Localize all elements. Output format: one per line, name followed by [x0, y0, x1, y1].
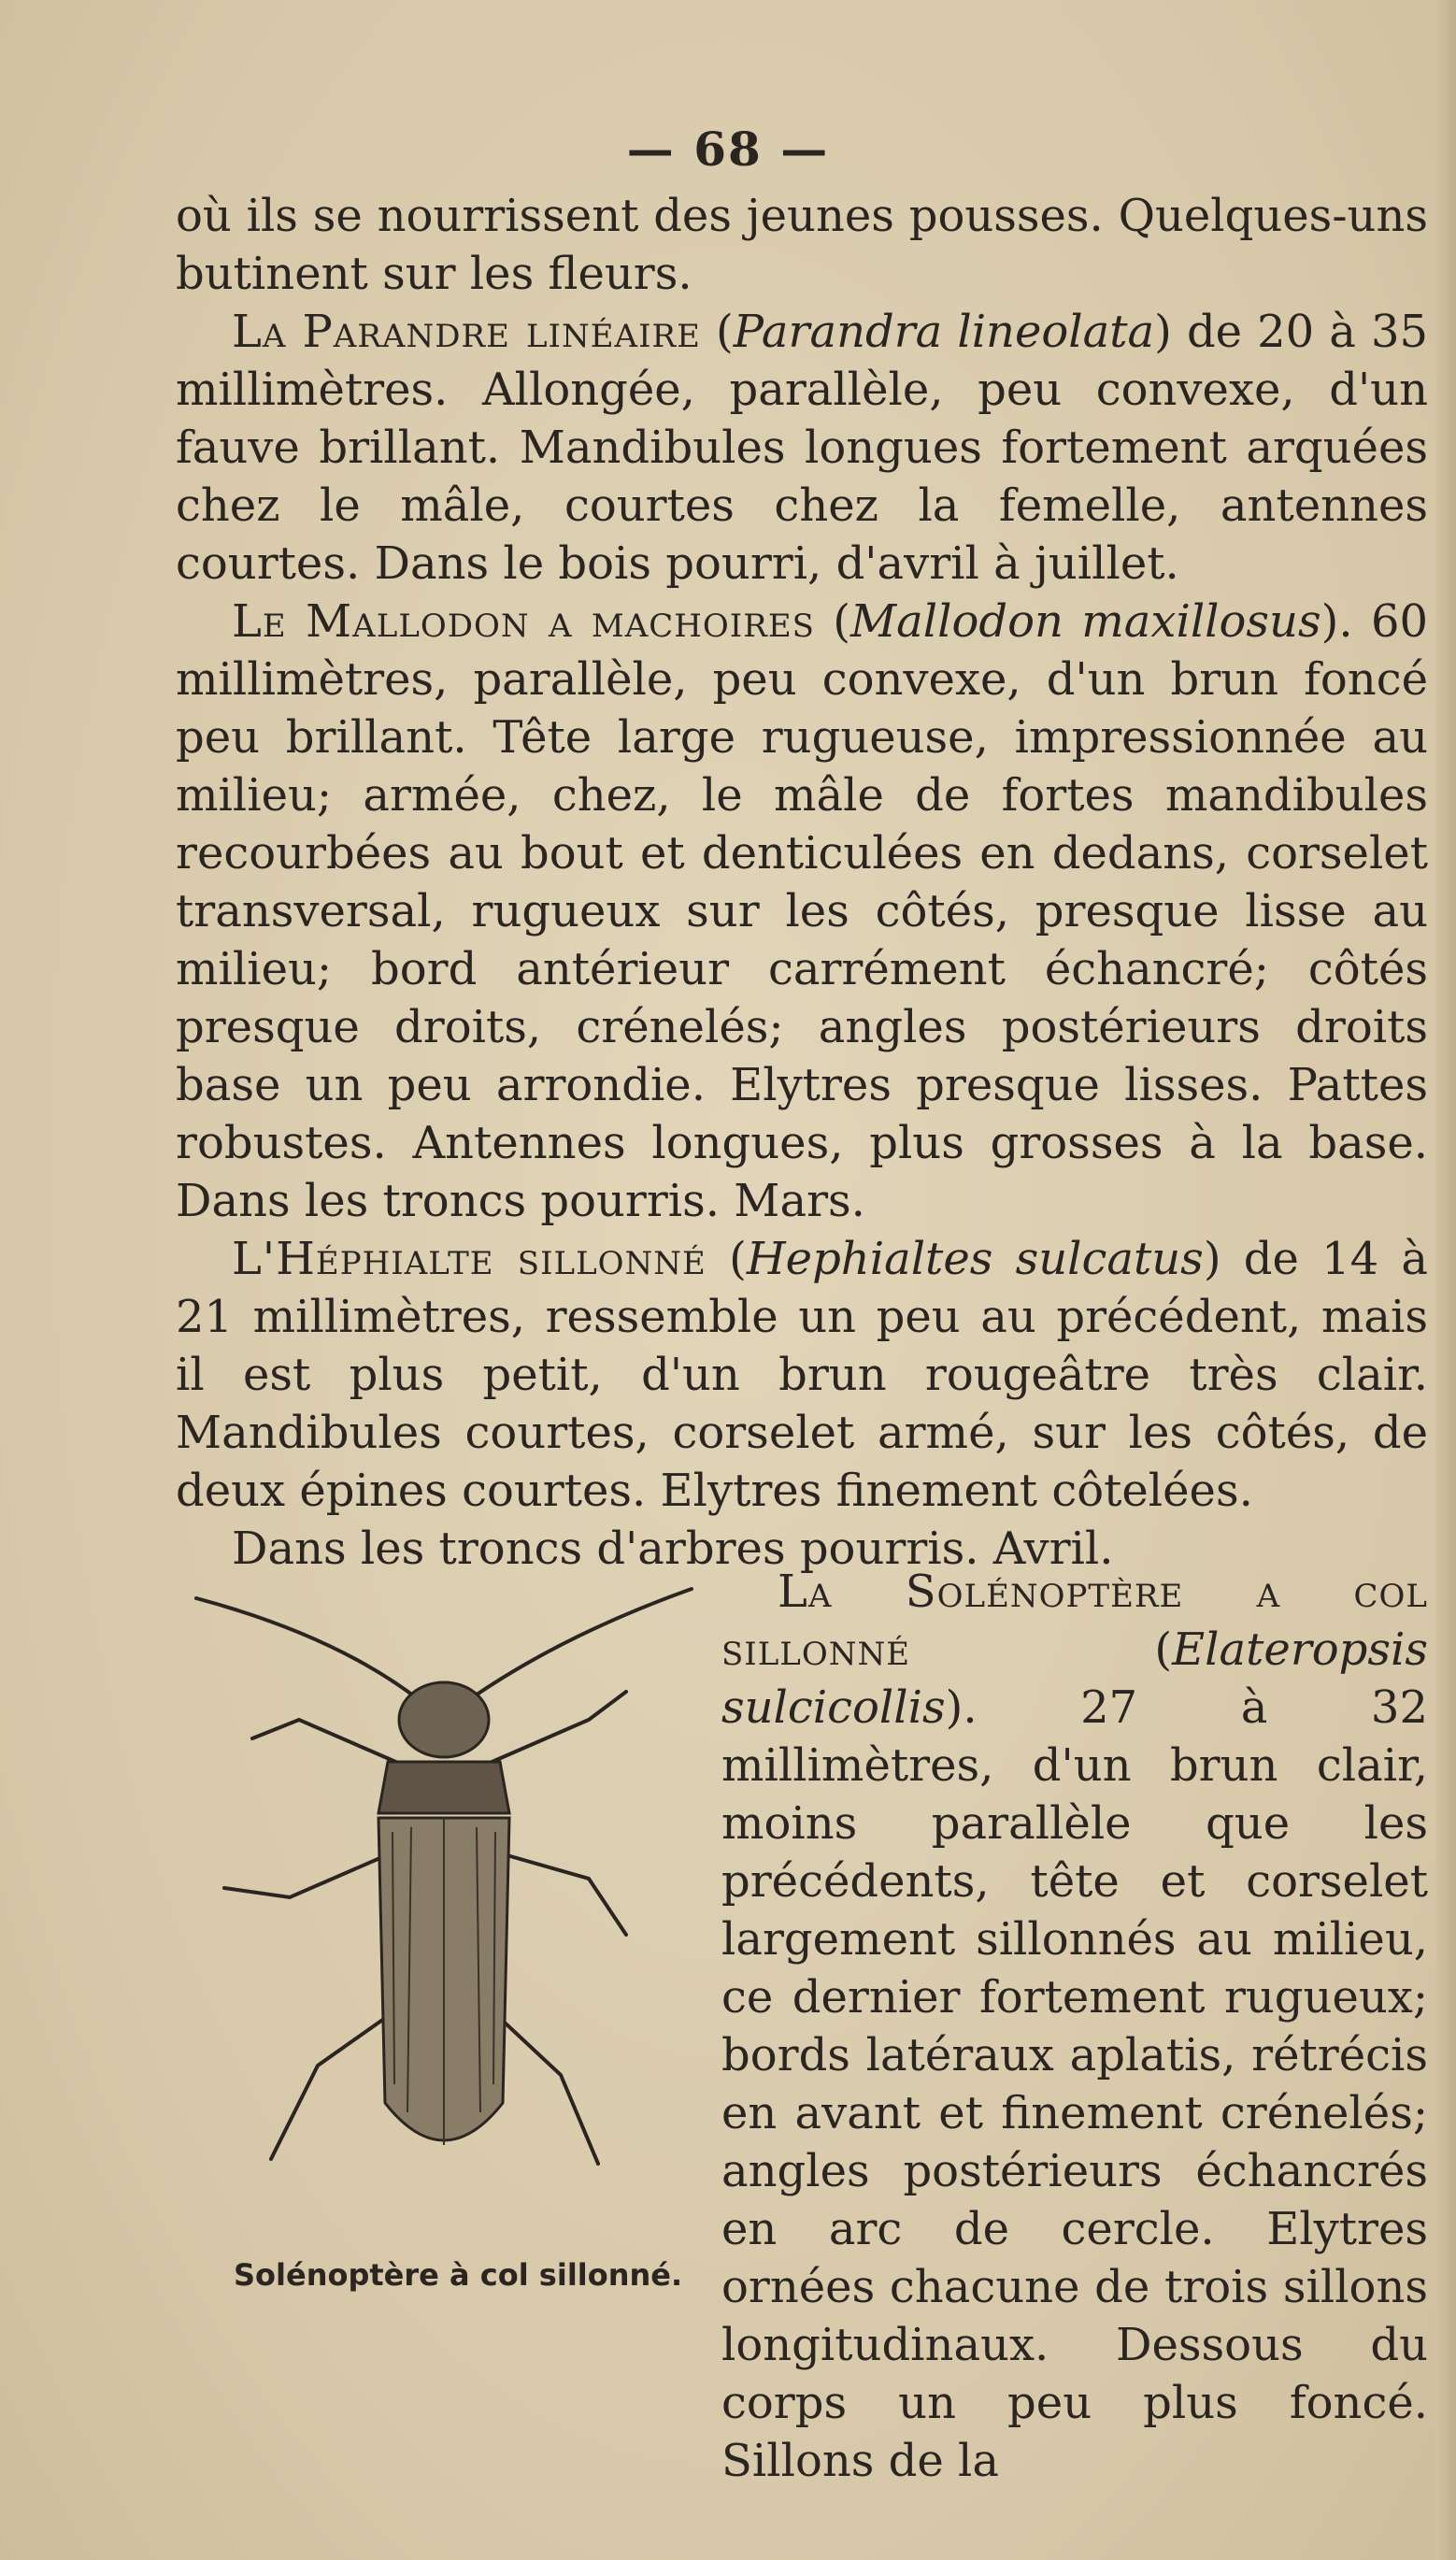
- entry-name: Le Mallodon a machoires: [232, 595, 815, 648]
- entry-hephialte-habitat: Dans les troncs d'arbres pourris. Avril.: [232, 1523, 1114, 1575]
- beetle-figure: [187, 1580, 710, 2234]
- latin-name: Hephialtes sulcatus: [746, 1233, 1204, 1285]
- entry-parandre: La Parandre linéaire (Parandra lineolata) de 20 à 35 millimètres. Allongée, parallèle, peu convexe, d'un fauve brillant. Mandibules longues fortement arquées chez le mâle, courtes chez la femelle, antennes courtes. Dans le bois pourri, d'avril à juillet.: [176, 306, 1429, 590]
- intro-paragraph: où ils se nourrissent des jeunes pousses. Quelques-uns butinent sur les fleurs.: [176, 190, 1428, 300]
- latin-name: Mallodon maxillosus: [850, 595, 1321, 648]
- entry-description: . 60 millimètres, parallèle, peu convexe, d'un brun foncé peu brillant. Tête large rugueuse, impressionnée au milieu; armée, chez, le mâle de fortes mandibules recourbées au bout et denticulées en dedans, corselet transversal, rugueux sur les côtés, presque lisse au milieu; bord antérieur carrément échancré; côtés presque droits, crénelés; angles postérieurs droits base un peu arrondie. Elytres presque lisses. Pattes robustes. Antennes longues, plus grosses à la base. Dans les troncs pourris. Mars.: [176, 595, 1429, 1227]
- page-number: — 68 —: [626, 122, 830, 177]
- entry-name: La Solénoptère a col sillonné: [721, 1566, 1428, 1676]
- latin-name: Parandra lineolata: [733, 306, 1155, 358]
- side-text: [721, 1563, 1428, 2490]
- entry-name: L'Héphialte sillonné: [232, 1233, 707, 1285]
- page-edge: [1435, 0, 1456, 2560]
- beetle-illustration-icon: [187, 1580, 710, 2178]
- entry-solenoptere: La Solénoptère a col sillonné (Elateropsis sulcicollis). 27 à 32 millimètres, d'un brun clair, moins parallèle que les précédents, tête et corselet largement sillonnés au milieu, ce dernier fortement rugueux; bords latéraux aplatis, rétrécis en avant et finement crénelés; angles postérieurs échancrés en arc de cercle. Elytres ornées chacune de trois sillons longitudinaux. Dessous du corps un peu plus foncé. Sillons de la: [721, 1566, 1428, 2487]
- latin-name: Elateropsis sulcicollis: [721, 1623, 1428, 1734]
- entry-description: de 20 à 35 millimètres. Allongée, parallèle, peu convexe, d'un fauve brillant. Mandibules longues fortement arquées chez le mâle, courtes chez la femelle, antennes courtes. Dans le bois pourri, d'avril à juillet.: [176, 306, 1429, 590]
- entry-hephialte: L'Héphialte sillonné (Hephialtes sulcatus) de 14 à 21 millimètres, ressemble un peu au précédent, mais il est plus petit, d'un brun rougeâtre très clair. Mandibules courtes, corselet armé, sur les côtés, de deux épines courtes. Elytres finement côtelées.: [176, 1233, 1429, 1517]
- entry-mallodon: Le Mallodon a machoires (Mallodon maxillosus). 60 millimètres, parallèle, peu convexe, d'un brun foncé peu brillant. Tête large rugueuse, impressionnée au milieu; armée, chez, le mâle de fortes mandibules recourbées au bout et denticulées en dedans, corselet transversal, rugueux sur les côtés, presque lisse au milieu; bord antérieur carrément échancré; côtés presque droits, crénelés; angles postérieurs droits base un peu arrondie. Elytres presque lisses. Pattes robustes. Antennes longues, plus grosses à la base. Dans les troncs pourris. Mars.: [176, 595, 1429, 1227]
- figure-caption: Solénoptère à col sillonné.: [234, 2257, 683, 2293]
- entry-description: de 14 à 21 millimètres, ressemble un peu au précédent, mais il est plus petit, d'un brun rougeâtre très clair. Mandibules courtes, corselet armé, sur les côtés, de deux épines courtes. Elytres finement côtelées.: [176, 1233, 1429, 1517]
- main-text: [176, 187, 1428, 1578]
- entry-description: . 27 à 32 millimètres, d'un brun clair, moins parallèle que les précédents, tête et corselet largement sillonnés au milieu, ce dernier fortement rugueux; bords latéraux aplatis, rétrécis en avant et finement crénelés; angles postérieurs échancrés en arc de cercle. Elytres ornées chacune de trois sillons longitudinaux. Dessous du corps un peu plus foncé. Sillons de la: [721, 1681, 1428, 2487]
- entry-name: La Parandre linéaire: [232, 306, 701, 358]
